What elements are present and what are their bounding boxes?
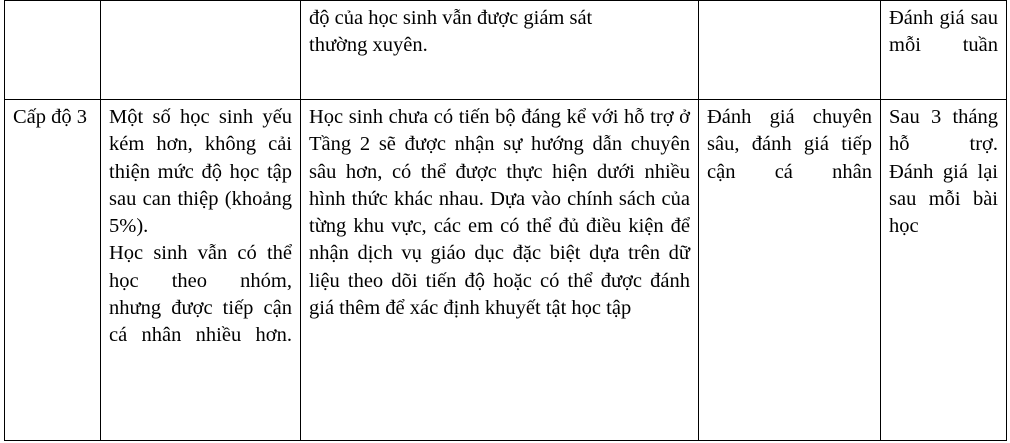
cell-description [101,100,301,441]
cell-paragraph-1: Sau 3 tháng hỗ trợ. [889,106,998,156]
cell-paragraph: Đánh giá chuyên sâu, đánh giá tiếp cận cá nhân [707,106,872,183]
cell-paragraph-1: Một số học sinh yếu kém hơn, không cải thiện mức độ học tập sau can thiệp (khoảng 5%). [109,106,292,237]
cell-text-continued: thường xuyên. [309,34,428,57]
support-levels-table [4,0,1007,441]
table-row-level-3 [5,100,1007,441]
cell-paragraph: Học sinh chưa có tiến bộ đáng kể với hỗ trợ ở Tầng 2 sẽ được nhận sự hướng dẫn chuyên sâu hơn, có thể được thực hiện dưới nhiều hình thức khác nhau. Dựa vào chính sách của từng khu vực, các em có thể đủ điều kiện để nhận dịch vụ giáo dục đặc biệt dựa trên dữ liệu theo dõi tiến độ hoặc có thể được đánh giá thêm để xác định khuyết tật học tập [309,106,690,319]
cell-level-name [5,100,101,441]
cell-assessment [699,100,881,441]
cell-text: độ của học sinh vẫn được giám sát [309,7,593,29]
table-row-partial [5,1,1007,100]
cell-paragraph-2: Đánh giá lại sau mỗi bài học [889,160,998,237]
cell-intervention-partial [301,1,699,100]
cell-text: Đánh giá sau mỗi tuần [889,7,998,57]
cell-paragraph-2: Học sinh vẫn có thể học theo nhóm, nhưng được tiếp cận cá nhân nhiều hơn. [109,242,292,346]
cell-frequency [881,100,1007,441]
cell-text: Cấp độ 3 [13,106,88,128]
cell-intervention [301,100,699,441]
cell-level-name-partial [5,1,101,100]
cell-description-partial [101,1,301,100]
cell-assessment-partial [699,1,881,100]
cell-frequency-partial [881,1,1007,100]
